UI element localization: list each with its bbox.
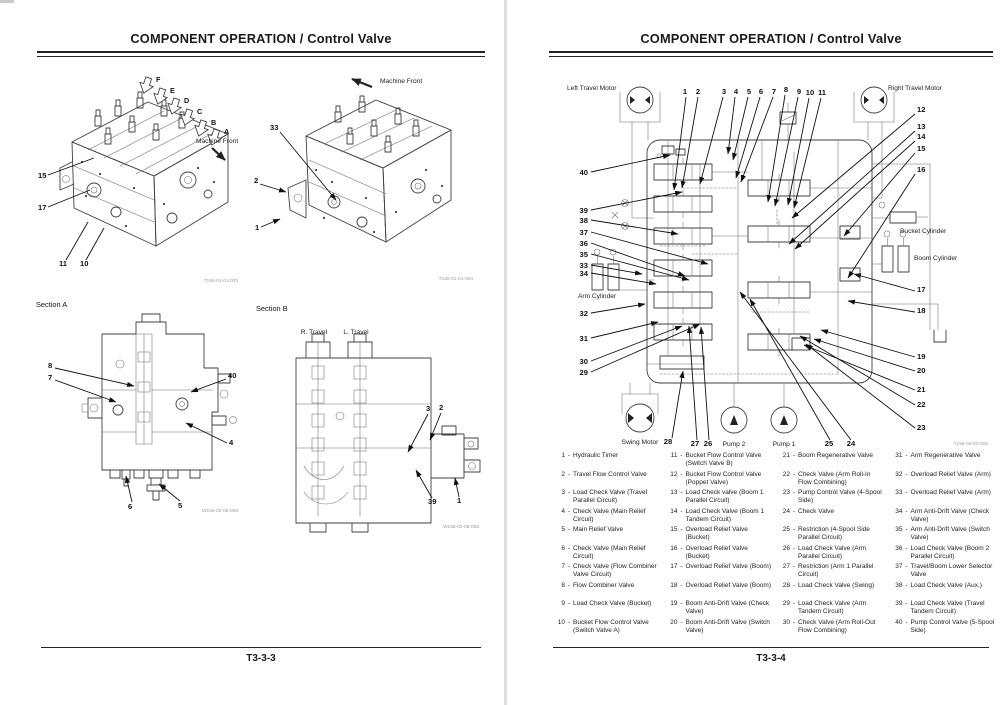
- page-title-left: COMPONENT OPERATION / Control Valve: [130, 31, 392, 46]
- legend-item: 3 - Load Check Valve (Travel Parallel Circuit): [561, 489, 648, 504]
- leader-line: [55, 368, 134, 386]
- legend-item: 11 - Bucket Flow Control Valve (Switch Valve B): [670, 452, 762, 467]
- leader-line: [736, 97, 760, 178]
- callout-number: 31: [579, 334, 588, 343]
- legend-item: 39 - Load Check Valve (Travel Tandem Circuit): [895, 600, 985, 615]
- legend-column-1: [552, 452, 659, 637]
- leader-line: [260, 184, 286, 192]
- figure-code: W155-02-05-005: [443, 525, 479, 530]
- legend-item: 8 - Flow Combiner Valve: [561, 581, 635, 589]
- leader-line: [728, 97, 735, 154]
- leader-line: [591, 265, 642, 274]
- leader-line: [741, 97, 773, 182]
- leader-line: [672, 371, 683, 438]
- leader-line: [854, 274, 915, 291]
- leader-line: [733, 97, 748, 160]
- callout-number: B: [211, 118, 217, 127]
- machine-front-arrow: [212, 148, 225, 160]
- relief-plug-studs: [95, 92, 185, 144]
- callout-number: 40: [579, 168, 588, 177]
- legend-item: 16 - Overload Relief Valve (Bucket): [670, 544, 748, 560]
- legend-item: 7 - Check Valve (Flow Combiner Valve Circuit): [561, 563, 657, 578]
- legend-item: 22 - Check Valve (Arm Roll-In Flow Combining): [782, 470, 871, 486]
- callout-number: 7: [48, 373, 53, 382]
- legend-item: 27 - Restriction (Arm 1 Parallel Circuit): [782, 563, 874, 578]
- leader-line: [591, 324, 700, 372]
- leader-line: [806, 344, 915, 428]
- callout-number: 39: [428, 497, 437, 506]
- legend-item: 33 - Overload Relief Valve (Arm): [895, 489, 991, 496]
- diagram-label: Pump 1: [772, 441, 796, 448]
- legend-item: 13 - Load Check valve (Boom 1 Parallel Circuit): [670, 489, 764, 504]
- leader-line: [591, 192, 682, 210]
- section-b-label: Section B: [256, 304, 288, 313]
- leader-line: [591, 322, 658, 338]
- callout-number: 2: [695, 87, 701, 96]
- diagram-label: Swing Motor: [621, 439, 659, 446]
- page-left: [28, 0, 494, 705]
- legend-item: 29 - Load Check Valve (Arm Tandem Circuit): [782, 600, 867, 615]
- leader-line: [775, 97, 798, 206]
- leader-line: [455, 478, 459, 497]
- legend-item: 17 - Overload Relief Valve (Boom): [670, 563, 771, 570]
- callout-number: E: [170, 86, 175, 95]
- callout-number: 10: [80, 259, 89, 268]
- callout-number: 2: [439, 403, 444, 412]
- callout-number: 4: [229, 438, 234, 447]
- section-b-art: [296, 334, 480, 532]
- leader-line: [416, 470, 432, 498]
- callout-number: 22: [917, 400, 926, 409]
- callout-number: 18: [917, 306, 926, 315]
- figure-code: T155-04-03-005: [953, 442, 988, 447]
- leader-line: [430, 413, 441, 440]
- leader-line: [768, 95, 785, 202]
- parts-legend: [552, 452, 996, 637]
- legend-item: 26 - Load Check Valve (Arm Parallel Circuit): [782, 544, 867, 560]
- leader-line: [126, 476, 132, 502]
- callout-number: 15: [38, 171, 47, 180]
- callout-number: 16: [917, 165, 926, 174]
- leader-line: [795, 141, 915, 249]
- diagram-label: L. Travel: [343, 329, 369, 336]
- legend-item: 20 - Boom Anti-Drift Valve (Switch Valve): [670, 618, 770, 634]
- callout-number: 7: [771, 87, 777, 96]
- figure-hydraulic-schematic: [542, 68, 1000, 453]
- legend-item: 28 - Load Check Valve (Swing): [782, 581, 875, 589]
- legend-column-2: [665, 452, 772, 637]
- section-view-arrows: [137, 76, 223, 148]
- callout-number: 39: [579, 206, 588, 215]
- header-rule-left: [37, 51, 485, 57]
- callout-number: 1: [255, 223, 260, 232]
- callout-number: 37: [579, 228, 588, 237]
- callout-number: 17: [38, 203, 47, 212]
- callout-number: 2: [254, 176, 259, 185]
- callout-number: 38: [579, 216, 588, 225]
- legend-item: 24 - Check Valve: [782, 507, 835, 515]
- legend-item: 35 - Arm Anti-Drift Valve (Switch Valve): [895, 526, 990, 541]
- legend-item: 40 - Pump Control Valve (5-Spool Side): [895, 618, 995, 634]
- callout-number: 4: [733, 87, 739, 96]
- leader-line: [591, 273, 656, 284]
- callout-number: 3: [721, 87, 727, 96]
- callout-number: 6: [758, 87, 764, 96]
- callout-number: 3: [426, 404, 431, 413]
- callout-number: 5: [178, 501, 183, 510]
- leader-line: [591, 254, 689, 280]
- leader-line: [591, 243, 685, 276]
- header-rule-right: [549, 51, 993, 57]
- page-title-right: COMPONENT OPERATION / Control Valve: [640, 31, 902, 46]
- callout-number: C: [197, 107, 203, 116]
- legend-item: 19 - Boom Anti-Drift Valve (Check Valve): [670, 600, 770, 615]
- section-a-label: Section A: [36, 300, 68, 309]
- callout-number: 1: [682, 87, 688, 96]
- callout-number: F: [156, 75, 161, 84]
- callout-number: 30: [579, 357, 588, 366]
- leader-line: [821, 330, 915, 357]
- diagram-label: Arm Cylinder: [578, 293, 617, 300]
- legend-item: 12 - Bucket Flow Control Valve (Poppet Valve): [670, 470, 762, 486]
- callout-number: 28: [663, 437, 673, 446]
- diagram-label: Right Travel Motor: [888, 85, 942, 92]
- callout-number: 25: [824, 439, 834, 448]
- diagram-label: Machine Front: [196, 138, 239, 145]
- callout-number: 40: [228, 371, 237, 380]
- figure-code: T155-01-01-004: [438, 277, 473, 282]
- callout-number: 13: [917, 122, 926, 131]
- callout-number: 19: [917, 352, 926, 361]
- legend-item: 30 - Check Valve (Arm Roll-Out Flow Combining): [782, 618, 876, 634]
- figure-valve-iso-a: [36, 70, 244, 288]
- legend-item: 2 - Travel Flow Control Valve: [561, 470, 647, 478]
- legend-item: 32 - Overload Relief Valve (Arm): [895, 470, 991, 478]
- page-number-right: T3-3-4: [756, 653, 786, 664]
- leader-line: [261, 219, 280, 227]
- callout-number: 17: [917, 285, 926, 294]
- callout-number: 36: [579, 239, 588, 248]
- leader-line: [848, 301, 915, 312]
- legend-item: 31 - Arm Regenerative Valve: [895, 452, 981, 459]
- bolt-dots: [81, 161, 215, 227]
- callout-number: 23: [917, 423, 926, 432]
- footer-right: [553, 647, 989, 666]
- callout-number: 14: [917, 132, 926, 141]
- legend-column-3: [777, 452, 884, 637]
- legend-item: 1 - Hydraulic Timer: [561, 452, 619, 459]
- diagram-label: Machine Front: [380, 78, 423, 85]
- leader-line: [48, 190, 90, 207]
- callout-number: 24: [846, 439, 856, 448]
- legend-item: 34 - Arm Anti-Drift Valve (Check Valve): [895, 507, 990, 523]
- leader-line: [48, 158, 94, 175]
- legend-item: 6 - Check Valve (Main Relief Circuit): [561, 544, 646, 560]
- leader-line: [700, 97, 723, 184]
- figure-valve-iso-b: [246, 70, 481, 288]
- leader-line: [750, 299, 830, 440]
- callout-number: 5: [746, 87, 752, 96]
- callout-number: 27: [690, 439, 700, 448]
- leader-line: [66, 222, 88, 260]
- callout-number: 35: [579, 250, 588, 259]
- figure-code: W155-02-05-006: [202, 509, 238, 514]
- callout-number: 12: [917, 105, 926, 114]
- callout-number: 34: [579, 269, 588, 278]
- page-divider: [504, 0, 507, 705]
- legend-item: 4 - Check Valve (Main Relief Circuit): [561, 507, 646, 523]
- diagram-label: R. Travel: [300, 329, 328, 336]
- callout-number: 20: [917, 366, 926, 375]
- legend-item: 25 - Restriction (4-Spool Side Parallel Circuit): [782, 526, 870, 541]
- diagram-label: Bucket Cylinder: [900, 228, 947, 235]
- callout-number: 9: [796, 87, 802, 96]
- callout-number: 32: [579, 309, 588, 318]
- callout-number: 15: [917, 144, 926, 153]
- leader-line: [186, 423, 227, 443]
- section-a-art: [82, 314, 237, 500]
- legend-item: 5 - Main Relief Valve: [561, 526, 624, 533]
- callout-number: 26: [703, 439, 713, 448]
- callout-number: 10: [805, 88, 815, 97]
- leader-line: [591, 304, 645, 313]
- callout-number: 1: [457, 496, 462, 505]
- callout-number: D: [184, 96, 190, 105]
- leader-line: [408, 414, 428, 452]
- bolt-dots: [315, 169, 443, 233]
- leader-line: [159, 484, 180, 501]
- callout-number: 11: [59, 259, 68, 268]
- legend-column-4: [890, 452, 997, 637]
- legend-item: 37 - Travel/Boom Lower Selector Valve: [895, 563, 993, 578]
- legend-item: 21 - Boom Regenerative Valve: [782, 452, 874, 459]
- callout-number: 29: [579, 368, 588, 377]
- callout-number: A: [224, 127, 230, 136]
- callout-number: 33: [270, 123, 279, 132]
- leader-line: [591, 232, 708, 264]
- callout-number: 8: [48, 361, 53, 370]
- figure-section-a: [38, 312, 258, 517]
- legend-item: 9 - Load Check Valve (Bucket): [561, 600, 652, 607]
- callout-number: 11: [817, 88, 827, 97]
- legend-item: 10 - Bucket Flow Control Valve (Switch Valve A): [557, 618, 649, 634]
- callout-number: 21: [917, 385, 926, 394]
- page-number-left: T3-3-3: [246, 653, 276, 664]
- figure-section-b: [256, 316, 486, 544]
- diagram-label: Pump 2: [722, 441, 746, 448]
- callout-number: 8: [783, 85, 789, 94]
- machine-front-arrow: [352, 79, 372, 87]
- callout-number: 6: [128, 502, 133, 511]
- diagram-label: Boom Cylinder: [914, 255, 958, 262]
- callout-number: 33: [579, 261, 588, 270]
- leader-line: [591, 220, 678, 234]
- legend-item: 36 - Load Check Valve (Boom 2 Parallel Circuit): [895, 544, 990, 560]
- footer-left: [41, 647, 481, 666]
- leader-line: [86, 228, 104, 260]
- leader-line: [701, 327, 709, 440]
- legend-item: 23 - Pump Control Valve (4-Spool Side): [782, 489, 882, 504]
- legend-item: 14 - Load Check Valve (Boom 1 Tandem Circuit): [670, 507, 765, 523]
- legend-item: 18 - Overload Relief Valve (Boom): [670, 581, 771, 589]
- legend-item: 38 - Load Check Valve (Aux.): [895, 581, 982, 589]
- legend-item: 15 - Overload Relief Valve (Bucket): [670, 526, 748, 541]
- diagram-label: Left Travel Motor: [567, 85, 617, 92]
- leader-line: [55, 380, 116, 402]
- relief-plug-studs: [335, 96, 419, 152]
- figure-code: T155-01-01-003: [203, 279, 238, 284]
- page-right: [540, 0, 1002, 705]
- leader-line: [591, 155, 670, 172]
- scan-edge-mark: [0, 0, 14, 3]
